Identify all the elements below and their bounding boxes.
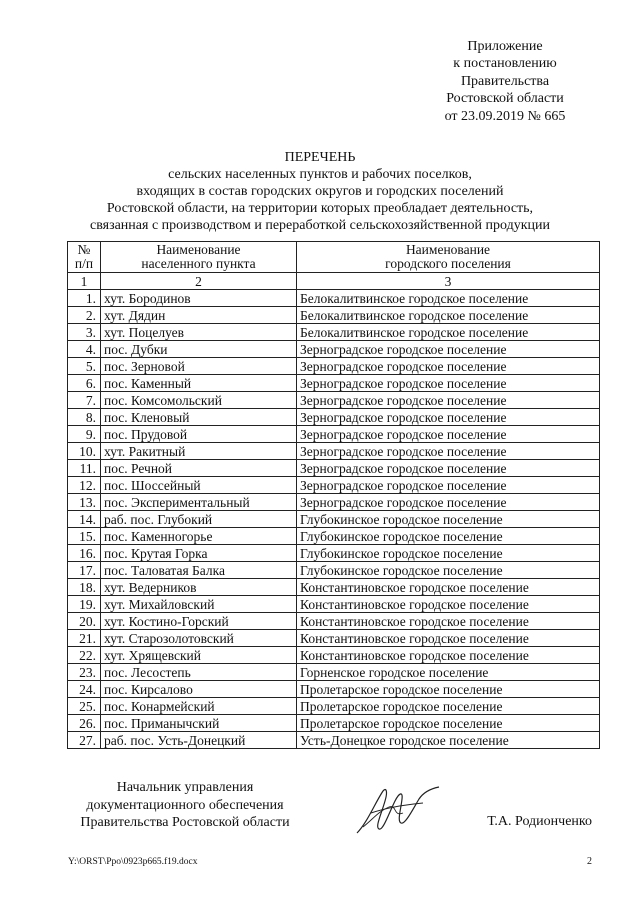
table-row — [68, 392, 600, 409]
column-number-row — [68, 273, 600, 290]
table-row — [68, 290, 600, 307]
table-row — [68, 698, 600, 715]
locality-name: пос. Лесостепь — [101, 664, 297, 681]
settlement-name: Зерноградское городское поселение — [297, 409, 600, 426]
settlement-name: Константиновское городское поселение — [297, 579, 600, 596]
header-text: № — [77, 241, 91, 257]
settlement-name: Белокалитвинское городское поселение — [297, 290, 600, 307]
locality-name: пос. Кирсалово — [101, 681, 297, 698]
settlement-name: Зерноградское городское поселение — [297, 358, 600, 375]
row-number: 3. — [68, 324, 101, 341]
table-row — [68, 545, 600, 562]
locality-name: пос. Каменный — [101, 375, 297, 392]
table-row — [68, 681, 600, 698]
settlement-name: Горненское городское поселение — [297, 664, 600, 681]
table-row — [68, 596, 600, 613]
title-line: входящих в состав городских округов и городских поселений — [136, 184, 504, 199]
locality-name: пос. Речной — [101, 460, 297, 477]
table-row — [68, 324, 600, 341]
locality-name: пос. Комсомольский — [101, 392, 297, 409]
locality-name: пос. Экспериментальный — [101, 494, 297, 511]
row-number: 8. — [68, 409, 101, 426]
row-number: 26. — [68, 715, 101, 732]
row-number: 24. — [68, 681, 101, 698]
row-number: 7. — [68, 392, 101, 409]
title-line: сельских населенных пунктов и рабочих поселков, — [168, 167, 472, 182]
settlement-name: Зерноградское городское поселение — [297, 392, 600, 409]
settlement-name: Зерноградское городское поселение — [297, 443, 600, 460]
title-heading: ПЕРЕЧЕНЬ — [284, 150, 356, 165]
row-number: 23. — [68, 664, 101, 681]
row-number: 18. — [68, 579, 101, 596]
header-text: населенного пункта — [141, 256, 256, 271]
row-number: 2. — [68, 307, 101, 324]
table-row — [68, 511, 600, 528]
signatory-position — [60, 779, 310, 832]
row-number: 15. — [68, 528, 101, 545]
table-row — [68, 732, 600, 749]
position-line: документационного обеспечения — [86, 797, 284, 813]
settlement-name: Глубокинское городское поселение — [297, 511, 600, 528]
settlement-name: Белокалитвинское городское поселение — [297, 307, 600, 324]
table-row — [68, 341, 600, 358]
locality-name: пос. Зерновой — [101, 358, 297, 375]
settlement-name: Константиновское городское поселение — [297, 613, 600, 630]
file-path: Y:\ORST\Ppo\0923p665.f19.docx — [68, 857, 198, 867]
row-number: 4. — [68, 341, 101, 358]
title-line: Ростовской области, на территории которых преобладает деятельность, — [106, 201, 534, 216]
locality-name: пос. Шоссейный — [101, 477, 297, 494]
row-number: 13. — [68, 494, 101, 511]
header-number — [68, 242, 101, 273]
settlement-name: Зерноградское городское поселение — [297, 460, 600, 477]
header-text: городского поселения — [385, 256, 511, 271]
row-number: 11. — [68, 460, 101, 477]
appendix-block — [420, 38, 590, 125]
table-row — [68, 647, 600, 664]
settlement-name: Пролетарское городское поселение — [297, 681, 600, 698]
row-number: 27. — [68, 732, 101, 749]
title-line: связанная с производством и переработкой сельскохозяйственной продукции — [89, 218, 551, 233]
settlement-name: Константиновское городское поселение — [297, 596, 600, 613]
table-row — [68, 664, 600, 681]
row-number: 1. — [68, 290, 101, 307]
settlement-name: Константиновское городское поселение — [297, 647, 600, 664]
header-text: Наименование — [405, 241, 491, 257]
table-body — [68, 290, 600, 749]
appendix-line: Ростовской области — [446, 91, 564, 107]
table-row — [68, 562, 600, 579]
table-row — [68, 358, 600, 375]
appendix-line: к постановлению — [453, 56, 557, 72]
row-number: 20. — [68, 613, 101, 630]
settlement-name: Усть-Донецкое городское поселение — [297, 732, 600, 749]
table-header-row — [68, 242, 600, 273]
locality-name: пос. Дубки — [101, 341, 297, 358]
row-number: 14. — [68, 511, 101, 528]
row-number: 16. — [68, 545, 101, 562]
row-number: 22. — [68, 647, 101, 664]
header-text: п/п — [74, 256, 94, 271]
settlement-name: Пролетарское городское поселение — [297, 698, 600, 715]
row-number: 12. — [68, 477, 101, 494]
locality-name: хут. Бородинов — [101, 290, 297, 307]
signatory-name: Т.А. Родионченко — [487, 814, 592, 829]
table-row — [68, 375, 600, 392]
locality-name: пос. Приманычский — [101, 715, 297, 732]
settlement-name: Зерноградское городское поселение — [297, 477, 600, 494]
page-number: 2 — [587, 856, 592, 867]
table-row — [68, 307, 600, 324]
locality-name: хут. Михайловский — [101, 596, 297, 613]
locality-name: хут. Старозолотовский — [101, 630, 297, 647]
header-settlement-name — [297, 242, 600, 273]
settlement-name: Глубокинское городское поселение — [297, 562, 600, 579]
appendix-line: Правительства — [460, 73, 550, 89]
settlement-name: Константиновское городское поселение — [297, 630, 600, 647]
column-number: 2 — [101, 273, 297, 290]
position-line: Начальник управления — [116, 780, 254, 795]
locality-name: хут. Костино-Горский — [101, 613, 297, 630]
locality-name: пос. Крутая Горка — [101, 545, 297, 562]
settlement-name: Зерноградское городское поселение — [297, 341, 600, 358]
table-row — [68, 715, 600, 732]
header-text: Наименование — [156, 241, 241, 257]
settlement-name: Пролетарское городское поселение — [297, 715, 600, 732]
row-number: 21. — [68, 630, 101, 647]
locality-name: пос. Прудовой — [101, 426, 297, 443]
column-number: 1 — [68, 273, 101, 290]
header-locality-name — [101, 242, 297, 273]
locality-name: хут. Поцелуев — [101, 324, 297, 341]
row-number: 5. — [68, 358, 101, 375]
settlement-name: Белокалитвинское городское поселение — [297, 324, 600, 341]
handwritten-signature — [353, 783, 443, 841]
locality-name: пос. Конармейский — [101, 698, 297, 715]
row-number: 9. — [68, 426, 101, 443]
locality-name: хут. Дядин — [101, 307, 297, 324]
row-number: 19. — [68, 596, 101, 613]
locality-name: раб. пос. Усть-Донецкий — [101, 732, 297, 749]
appendix-line: от 23.09.2019 № 665 — [444, 108, 566, 124]
settlement-name: Зерноградское городское поселение — [297, 494, 600, 511]
settlement-name: Зерноградское городское поселение — [297, 426, 600, 443]
locality-name: пос. Таловатая Балка — [101, 562, 297, 579]
settlement-name: Глубокинское городское поселение — [297, 545, 600, 562]
table-row — [68, 409, 600, 426]
locality-name: хут. Ведерников — [101, 579, 297, 596]
locality-name: пос. Кленовый — [101, 409, 297, 426]
locality-name: хут. Ракитный — [101, 443, 297, 460]
settlement-name: Зерноградское городское поселение — [297, 375, 600, 392]
table-row — [68, 613, 600, 630]
table-row — [68, 579, 600, 596]
row-number: 10. — [68, 443, 101, 460]
settlements-table — [67, 241, 600, 749]
table-row — [68, 494, 600, 511]
appendix-line: Приложение — [467, 39, 543, 54]
row-number: 6. — [68, 375, 101, 392]
document-title — [0, 149, 640, 234]
table-row — [68, 477, 600, 494]
table-row — [68, 460, 600, 477]
table-row — [68, 528, 600, 545]
row-number: 25. — [68, 698, 101, 715]
column-number: 3 — [297, 273, 600, 290]
settlement-name: Глубокинское городское поселение — [297, 528, 600, 545]
locality-name: раб. пос. Глубокий — [101, 511, 297, 528]
table-row — [68, 426, 600, 443]
table-row — [68, 443, 600, 460]
locality-name: хут. Хрящевский — [101, 647, 297, 664]
locality-name: пос. Каменногорье — [101, 528, 297, 545]
position-line: Правительства Ростовской области — [80, 815, 290, 830]
table-row — [68, 630, 600, 647]
row-number: 17. — [68, 562, 101, 579]
